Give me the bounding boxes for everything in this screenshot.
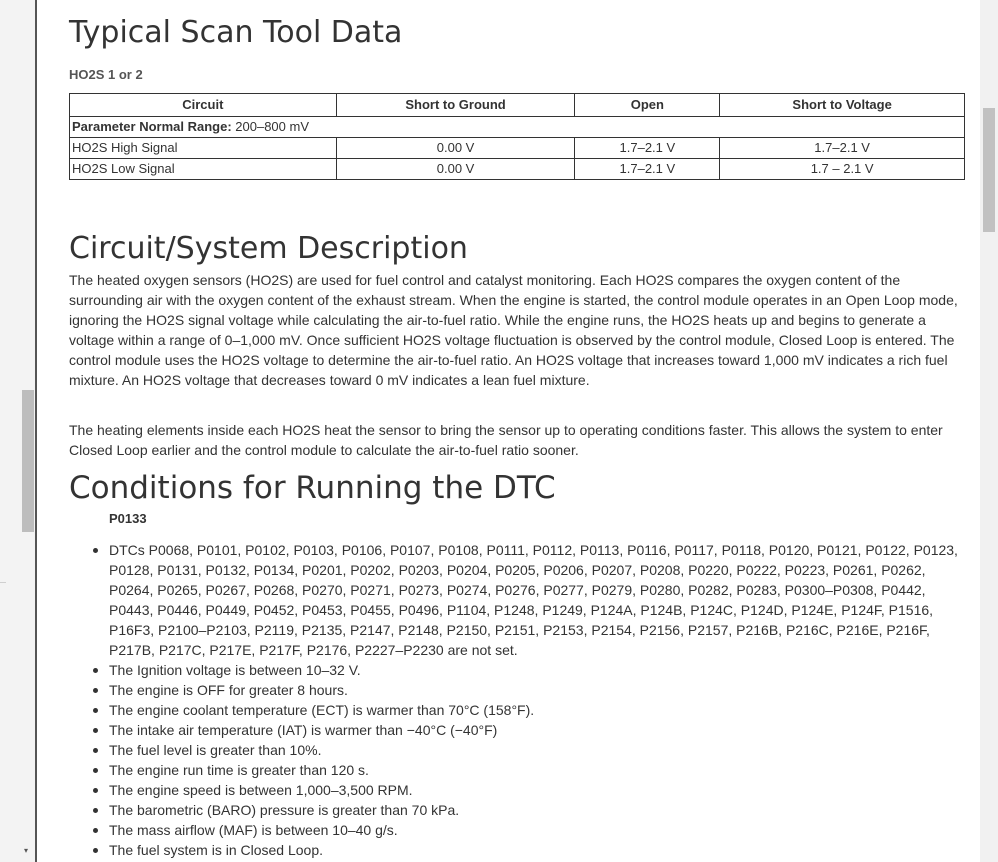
table-cell: 0.00 V <box>336 159 575 180</box>
normal-range-cell <box>70 117 965 138</box>
list-item: The fuel level is greater than 10%. <box>109 740 965 760</box>
dtc-code: P0133 <box>109 511 147 526</box>
conditions-heading: Conditions for Running the DTC <box>69 470 556 506</box>
left-panel-scrollbar-thumb[interactable] <box>22 390 34 532</box>
conditions-list <box>109 540 965 860</box>
left-panel-edge-line <box>0 582 6 583</box>
table-cell: 1.7–2.1 V <box>575 159 720 180</box>
document-scrollbar-thumb[interactable] <box>983 108 995 232</box>
normal-range-label: Parameter Normal Range: <box>72 119 232 134</box>
table-header: Open <box>575 94 720 117</box>
table-cell: HO2S High Signal <box>70 138 337 159</box>
table-cell: 1.7–2.1 V <box>720 138 965 159</box>
list-item: DTCs P0068, P0101, P0102, P0103, P0106, P0107, P0108, P0111, P0112, P0113, P0116, P0117, P0118, P0120, P0121, P0122, P0123, P0128, P0131, P0132, P0134, P0201, P0202, P0203, P0204, P0205, P0206, P0207, P0208, P0220, P0222, P0223, P0261, P0262, P0264, P0265, P0267, P0268, P0270, P0271, P0273, P0274, P0276, P0277, P0279, P0280, P0282, P0283, P0300–P0308, P0442, P0443, P0446, P0449, P0452, P0453, P0455, P0496, P1104, P1248, P1249, P124A, P124B, P124C, P124D, P124E, P124F, P1516, P16F3, P2100–P2103, P2119, P2135, P2147, P2148, P2150, P2151, P2153, P2154, P2156, P2157, P216B, P216C, P216E, P216F, P217B, P217C, P217E, P217F, P2176, P2227–P2230 are not set. <box>109 540 965 660</box>
table-header-row <box>70 94 965 117</box>
list-item: The barometric (BARO) pressure is greater than 70 kPa. <box>109 800 965 820</box>
table-header: Circuit <box>70 94 337 117</box>
table-row <box>70 159 965 180</box>
document-scrollbar[interactable] <box>980 0 998 862</box>
table-cell: 0.00 V <box>336 138 575 159</box>
scroll-down-arrow-icon[interactable]: ▾ <box>24 846 29 855</box>
table-row <box>70 117 965 138</box>
list-item: The engine is OFF for greater 8 hours. <box>109 680 965 700</box>
list-item: The fuel system is in Closed Loop. <box>109 840 965 860</box>
table-row <box>70 138 965 159</box>
description-heading: Circuit/System Description <box>69 231 468 266</box>
description-paragraph: The heating elements inside each HO2S heat the sensor to bring the sensor up to operating conditions faster. This allows the system to enter Closed Loop earlier and the control module to calculate the air-to-fuel ratio sooner. <box>69 422 943 458</box>
normal-range-value: 200–800 mV <box>231 119 310 134</box>
table-header: Short to Ground <box>336 94 575 117</box>
scan-tool-heading: Typical Scan Tool Data <box>69 15 403 50</box>
scan-tool-subtitle: HO2S 1 or 2 <box>69 67 143 82</box>
table-cell: HO2S Low Signal <box>70 159 337 180</box>
list-item: The mass airflow (MAF) is between 10–40 g/s. <box>109 820 965 840</box>
scan-tool-table <box>69 93 965 180</box>
list-item: The engine speed is between 1,000–3,500 RPM. <box>109 780 965 800</box>
table-cell: 1.7 – 2.1 V <box>720 159 965 180</box>
table-cell: 1.7–2.1 V <box>575 138 720 159</box>
table-header: Short to Voltage <box>720 94 965 117</box>
list-item: The intake air temperature (IAT) is warmer than −40°C (−40°F) <box>109 720 965 740</box>
list-item: The Ignition voltage is between 10–32 V. <box>109 660 965 680</box>
list-item: The engine run time is greater than 120 s. <box>109 760 965 780</box>
list-item: The engine coolant temperature (ECT) is warmer than 70°C (158°F). <box>109 700 965 720</box>
description-paragraph: The heated oxygen sensors (HO2S) are used for fuel control and catalyst monitoring. Each HO2S compares the oxygen content of the surrounding air with the oxygen content of the exhaust stream. When the engine is started, the control module operates in an Open Loop mode, ignoring the HO2S signal voltage while calculating the air-to-fuel ratio. While the engine runs, the HO2S heats up and begins to generate a voltage within a range of 0–1,000 mV. Once sufficient HO2S voltage fluctuation is observed by the control module, Closed Loop is entered. The control module uses the HO2S voltage to determine the air-to-fuel ratio. An HO2S voltage that increases toward 1,000 mV indicates a rich fuel mixture. An HO2S voltage that decreases toward 0 mV indicates a lean fuel mixture. <box>69 272 958 388</box>
